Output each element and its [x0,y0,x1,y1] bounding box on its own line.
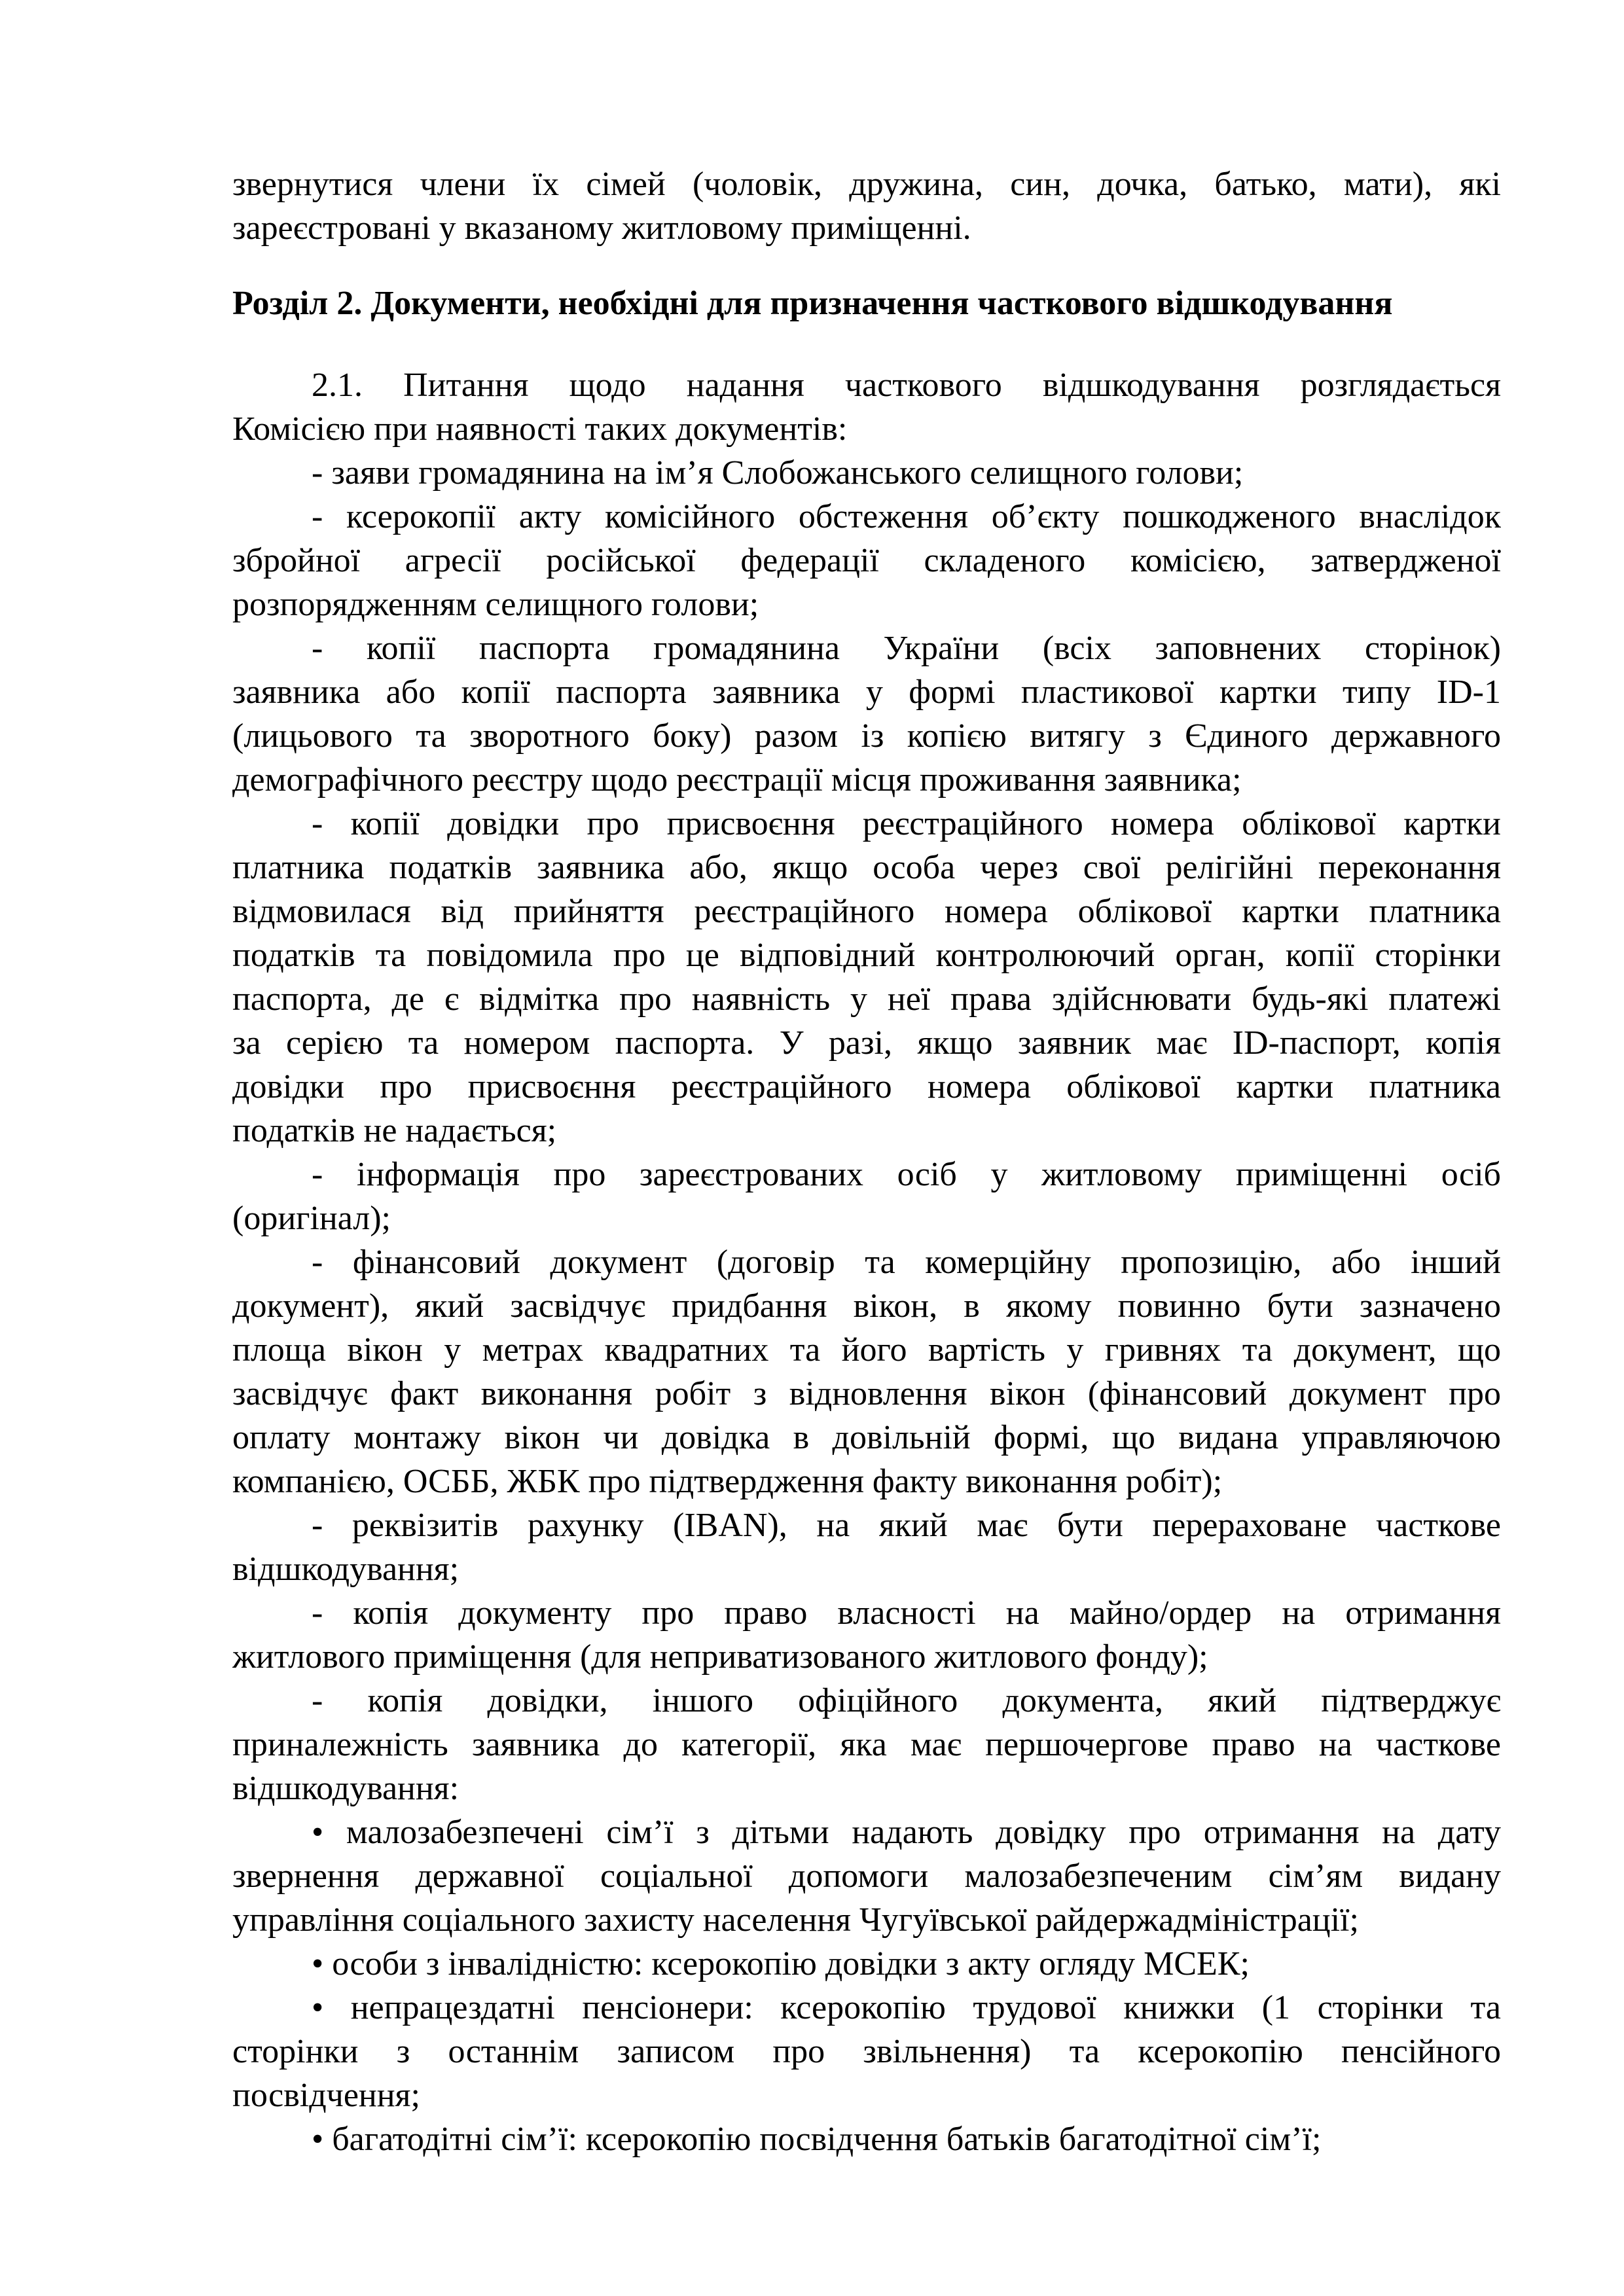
text-line: - інформація про зареєстрованих осіб у житловому приміщенні осіб [312,1156,1501,1193]
text-line: податків та повідомила про це відповідний контролюючий орган, копії сторінки [232,937,1501,974]
text-line: - копії довідки про присвоєння реєстраційного номера облікової картки [312,805,1501,842]
text-line: звернення державної соціальної допомоги малозабезпеченим сім’ям видану [232,1857,1501,1895]
text-line: - ксерокопії акту комісійного обстеження об’єкту пошкодженого внаслідок [312,498,1501,535]
section-heading [232,281,1501,325]
text-line: за серією та номером паспорта. У разі, якщо заявник має ID-паспорт, копія [232,1024,1501,1062]
paragraph [232,363,1501,451]
text-line: житлового приміщення (для неприватизованого житлового фонду); [232,1638,1208,1676]
paragraph [232,1986,1501,2117]
text-line: паспорта, де є відмітка про наявність у неї права здійснювати будь-які платежі [232,980,1501,1018]
text-line: Розділ 2. Документи, необхідні для призначення часткового відшкодування [232,285,1393,322]
text-line: відшкодування: [232,1770,460,1807]
text-line: • особи з інвалідністю: ксерокопію довідки з акту огляду МСЕК; [312,1945,1250,1982]
paragraph [232,1503,1501,1591]
paragraph [232,626,1501,802]
paragraph [232,162,1501,250]
text-line: компанією, ОСББ, ЖБК про підтвердження факту виконання робіт); [232,1463,1223,1500]
paragraph [232,1810,1501,1942]
text-line: платника податків заявника або, якщо особа через свої релігійні переконання [232,849,1501,886]
text-line: демографічного реєстру щодо реєстрації місця проживання заявника; [232,761,1242,798]
text-line: податків не надається; [232,1112,557,1149]
text-line: заявника або копії паспорта заявника у формі пластикової картки типу ID-1 [232,673,1501,711]
text-line: оплату монтажу вікон чи довідка в довільній формі, що видана управляючою [232,1419,1501,1456]
paragraph [232,451,1501,495]
text-line: відмовилася від прийняття реєстраційного номера облікової картки платника [232,893,1501,930]
text-line: збройної агресії російської федерації складеного комісією, затвердженої [232,542,1501,579]
text-line: посвідчення; [232,2077,420,2114]
text-line: - копія довідки, іншого офіційного документа, який підтверджує [312,1682,1501,1719]
text-line: - фінансовий документ (договір та комерційну пропозицію, або інший [312,1244,1501,1281]
text-line: • малозабезпечені сім’ї з дітьми надають довідку про отримання на дату [312,1814,1501,1851]
paragraph [232,1240,1501,1503]
text-line: документ), який засвідчує придбання вікон, в якому повинно бути зазначено [232,1287,1501,1325]
text-line: Комісією при наявності таких документів: [232,410,848,448]
text-line: • багатодітні сім’ї: ксерокопію посвідчення батьків багатодітної сім’ї; [312,2121,1322,2158]
text-line: - заяви громадянина на ім’я Слобожанського селищного голови; [312,454,1244,492]
paragraph [232,802,1501,1153]
paragraph [232,1679,1501,1810]
text-line: площа вікон у метрах квадратних та його вартість у гривнях та документ, що [232,1331,1501,1369]
paragraph [232,1591,1501,1679]
paragraph [232,2117,1501,2161]
text-line: приналежність заявника до категорії, яка має першочергове право на часткове [232,1726,1501,1763]
paragraph [232,495,1501,626]
text-line: зареєстровані у вказаному житловому приміщенні. [232,209,971,247]
text-line: довідки про присвоєння реєстраційного номера облікової картки платника [232,1068,1501,1105]
document-body [232,162,1501,2161]
text-line: - копії паспорта громадянина України (всіх заповнених сторінок) [312,630,1501,667]
paragraph [232,1942,1501,1986]
text-line: 2.1. Питання щодо надання часткового відшкодування розглядається [312,367,1501,404]
text-line: (лицьового та зворотного боку) разом із копією витягу з Єдиного державного [232,717,1501,755]
text-line: • непрацездатні пенсіонери: ксерокопію трудової книжки (1 сторінки та [312,1989,1501,2026]
text-line: (оригінал); [232,1200,391,1237]
text-line: - копія документу про право власності на майно/ордер на отримання [312,1594,1501,1632]
paragraph [232,1153,1501,1240]
text-line: розпорядженням селищного голови; [232,586,759,623]
text-line: сторінки з останнім записом про звільнення) та ксерокопію пенсійного [232,2033,1501,2070]
text-line: звернутися члени їх сімей (чоловік, дружина, син, дочка, батько, мати), які [232,166,1501,203]
text-line: - реквізитів рахунку (IBAN), на який має бути перераховане часткове [312,1507,1501,1544]
text-line: управління соціального захисту населення Чугуївської райдержадміністрації; [232,1901,1359,1939]
text-line: відшкодування; [232,1551,460,1588]
text-line: засвідчує факт виконання робіт з відновлення вікон (фінансовий документ про [232,1375,1501,1412]
